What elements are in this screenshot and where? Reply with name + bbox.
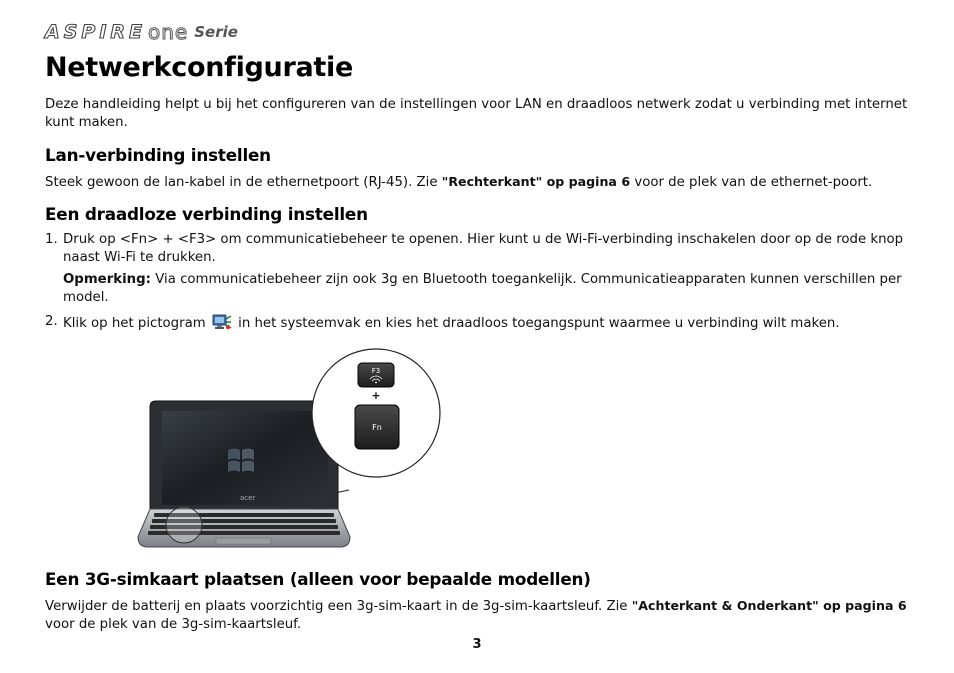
step2-number: 2.: [45, 314, 58, 329]
svg-text:acer: acer: [240, 494, 256, 502]
sim-text-after: voor de plek van de 3g-sim-kaartsleuf.: [45, 617, 302, 632]
lan-link[interactable]: "Rechterkant" op pagina 6: [441, 174, 631, 189]
step2-text-after: in het systeemvak en kies het draadloos toegangspunt waarmee u verbinding wilt maken.: [233, 316, 840, 331]
fn-key-label: Fn: [372, 423, 382, 432]
laptop-illustration: [136, 343, 442, 553]
sim-heading: Een 3G-simkaart plaatsen (alleen voor bepaalde modellen): [45, 569, 591, 589]
lan-paragraph: [45, 173, 910, 192]
sim-text-before: Verwijder de batterij en plaats voorzichtig een 3g-sim-kaart in de 3g-sim-kaartsleuf. Zie: [45, 599, 632, 614]
note-label: Opmerking:: [63, 272, 151, 287]
brand-one: one: [148, 20, 189, 44]
step2-text-before: Klik op het pictogram: [63, 316, 210, 331]
page-number: 3: [472, 637, 482, 652]
f3-key-label: F3: [371, 367, 381, 375]
brand-serie: Serie: [194, 23, 238, 41]
sim-paragraph: [45, 597, 910, 634]
network-tray-icon: [212, 313, 232, 331]
page-title: Netwerkconfiguratie: [45, 52, 353, 83]
sim-link[interactable]: "Achterkant & Onderkant" op pagina 6: [631, 598, 907, 613]
wireless-heading: Een draadloze verbinding instellen: [45, 204, 368, 224]
step2-text: [63, 313, 910, 333]
brand-logo: [45, 20, 238, 44]
note-text: Via communicatiebeheer zijn ook 3g en Bluetooth toegankelijk. Communicatieapparaten kunnen verschillen per model.: [63, 272, 902, 305]
plus-sign: +: [371, 389, 381, 402]
lan-text-before: Steek gewoon de lan-kabel in de ethernetpoort (RJ-45). Zie: [45, 175, 442, 190]
step1-text: Druk op <Fn> + <F3> om communicatiebeheer te openen. Hier kunt u de Wi-Fi-verbinding inschakelen door op de rode knop naast Wi-Fi te drukken.: [63, 232, 904, 265]
lan-text-after: voor de plek van de ethernet-poort.: [630, 175, 873, 190]
brand-aspire: ASPIRE: [45, 21, 146, 43]
note-paragraph: [63, 271, 910, 307]
step1-number: 1.: [45, 232, 58, 247]
intro-paragraph: Deze handleiding helpt u bij het configureren van de instellingen voor LAN en draadloos netwerk zodat u verbinding met internet kunt maken.: [45, 97, 908, 130]
lan-heading: Lan-verbinding instellen: [45, 145, 271, 165]
laptop-figure: [136, 343, 442, 553]
